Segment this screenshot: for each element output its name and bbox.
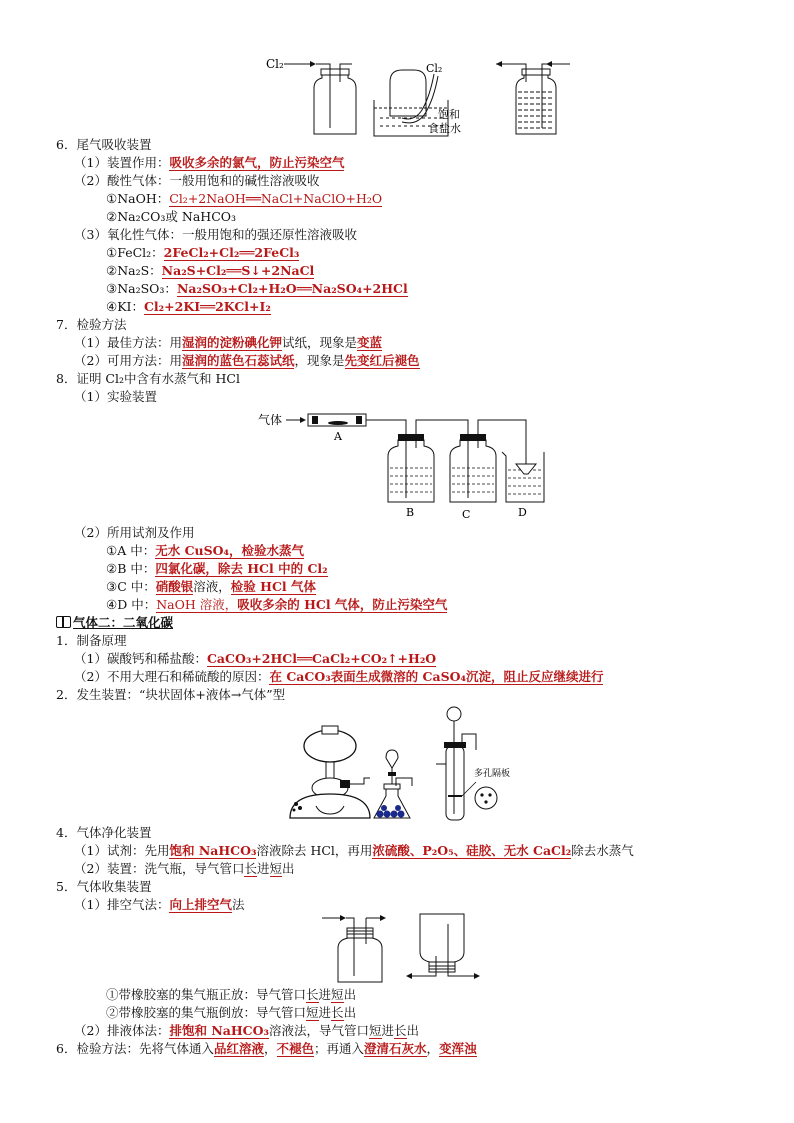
answer: Cl₂+2KI══2KCl+I₂ [143,299,271,314]
answer: 短 [331,987,344,1002]
answer: 长 [331,1005,344,1020]
label-c: C [462,508,471,521]
s6-line-3c: ③Na₂SO₃：Na₂SO₃+Cl₂+H₂O══Na₂SO₄+2HCl [106,281,408,296]
left-stopper [321,69,349,75]
label-d: D [518,506,527,519]
answer: 品红溶液 [213,1041,264,1056]
answer: 湿润的蓝色石蕊试纸 [181,353,295,368]
answer: 四氯化碳，除去 HCl 中的 Cl₂ [155,561,328,576]
answer: 短 [269,861,283,876]
s6-line-2b: ②Na₂CO₃或 NaHCO₃ [106,209,237,224]
s8-title: 8．证明 Cl₂中含有水蒸气和 HCl [56,371,240,386]
answer: Cl₂+2NaOH══NaCl+NaClO+H₂O [169,191,383,206]
answer: 先变红后褪色 [344,353,420,368]
answer: 向上排空气 [169,897,232,912]
g2-s5-line-2: （2）排液体法：排饱和 NaHCO₃溶液法，导气管口短进长出 [74,1023,420,1038]
upright-bottle [338,934,382,982]
g2-s1-line-2: （2）不用大理石和稀硫酸的原因：在 CaCO₃表面生成微溶的 CaSO₄沉淀，阻止反应继续进行 [74,669,604,684]
answer: NaOH 溶液， [156,597,238,612]
answer: Na₂SO₃+Cl₂+H₂O══Na₂SO₄+2HCl [176,281,408,296]
g2-s4-line-2: （2）装置：洗气瓶，导气管口长进短出 [74,861,295,876]
left-bottle [314,74,356,134]
s8-line-d: ④D 中：NaOH 溶液，吸收多余的 HCl 气体，防止污染空气 [106,597,448,612]
s8-line-b: ②B 中：四氯化碳，除去 HCl 中的 Cl₂ [106,561,328,576]
answer: 吸收多余的氯气，防止污染空气 [169,155,345,170]
answer: 排饱和 NaHCO₃ [169,1023,269,1038]
s8-line-c: ③C 中：硝酸银溶液，检验 HCl 气体 [106,579,316,594]
g2-s1-line-1: （1）碳酸钙和稀盐酸：CaCO₃+2HCl══CaCl₂+CO₂↑+H₂O [74,651,437,666]
answer: 短 [306,1005,319,1020]
s6-line-3d: ④KI：Cl₂+2KI══2KCl+I₂ [106,299,271,314]
s6-line-3a: ①FeCl₂：2FeCl₂+Cl₂══2FeCl₃ [106,245,300,260]
label-b: B [406,506,415,519]
gas-label: 气体 [258,413,283,427]
beaker-d [502,452,544,502]
s7-title: 7．检验方法 [56,317,127,332]
brine-label: 饱和 [438,108,460,121]
test-tube [446,746,464,820]
answer: 浓硫酸、P₂O₅、硅胶、无水 CaCl₂ [372,843,572,858]
funnel [516,464,536,474]
collection-figure [318,910,488,984]
g2-s5-title: 5．气体收集装置 [56,879,152,894]
cl2-label-mid: Cl₂ [426,62,443,75]
answer: 长 [306,987,319,1002]
long-funnel-bulb [447,707,461,721]
inverted-bottle [390,70,426,116]
perforated-plate-label: 多孔隔板 [474,769,510,779]
kipp-top-bulb [304,730,356,762]
inverted-bottle-2 [420,914,464,966]
top-apparatus-figure [262,52,582,140]
answer: 澄清石灰水 [364,1041,427,1056]
answer: 长 [394,1023,407,1038]
g2-s5-line-1: （1）排空气法：向上排空气法 [74,897,245,912]
s6-line-2: （2）酸性气体：一般用饱和的碱性溶液吸收 [74,173,320,188]
s8-line-a: ①A 中：无水 CuSO₄，检验水蒸气 [106,543,304,558]
g2-s5-line-b: ②带橡胶塞的集气瓶倒放：导气管口短进长出 [106,1005,357,1020]
answer: 2FeCl₂+Cl₂══2FeCl₃ [163,245,300,260]
book-icon [56,616,71,628]
s8-line-2: （2）所用试剂及作用 [74,525,195,540]
sep-funnel [386,750,398,768]
answer: 检验 HCl 气体 [230,579,316,594]
g2-s4-line-1: （1）试剂：先用饱和 NaHCO₃溶液除去 HCl，再用浓硫酸、P₂O₅、硅胶、无水 CaCl₂除去水蒸气 [74,843,634,858]
hcl-apparatus-figure [256,408,556,522]
plate-diagram [475,787,497,809]
g2-s6-line: 6．检验方法：先将气体通入品红溶液，不褪色；再通入澄清石灰水，变浑浊 [56,1041,477,1056]
answer: 变蓝 [357,335,383,350]
mid-tube [402,74,434,119]
g2-s1-title: 1．制备原理 [56,633,127,648]
answer: 湿润的淀粉碘化钾 [181,335,282,350]
answer: CaCO₃+2HCl══CaCl₂+CO₂↑+H₂O [206,651,437,666]
g2-s2-title: 2．发生装置：“块状固体+液体→气体”型 [56,687,286,702]
s6-line-3b: ②Na₂S：Na₂S+Cl₂══S↓+2NaCl [106,263,315,278]
answer: 变浑浊 [439,1041,477,1056]
answer: Na₂S+Cl₂══S↓+2NaCl [161,263,315,278]
s7-line-1: （1）最佳方法：用湿润的淀粉碘化钾试纸，现象是变蓝 [74,335,383,350]
bottle-c [450,440,496,502]
s6-line-3: （3）氧化性气体：一般用饱和的强还原性溶液吸收 [74,227,357,242]
s7-line-2: （2）可用方法：用湿润的蓝色石蕊试纸，现象是先变红后褪色 [74,353,420,368]
answer: 长 [244,861,257,876]
gas2-header: 气体二：二氧化碳 [56,614,173,632]
s8-line-1: （1）实验装置 [74,389,157,404]
arrow-head [310,61,316,67]
bottle-b [388,440,434,502]
cl2-label-left: Cl₂ [266,57,284,71]
answer: 饱和 NaHCO₃ [169,843,257,858]
label-a: A [334,430,342,443]
g2-s4-title: 4．气体净化装置 [56,825,152,840]
co2-generator-figure [286,706,510,826]
answer: 吸收多余的 HCl 气体，防止污染空气 [237,597,448,612]
answer: 在 CaCO₃表面生成微溶的 CaSO₄沉淀，阻止反应继续进行 [269,669,604,684]
answer: 硝酸银 [155,579,194,594]
g2-s5-line-a: ①带橡胶塞的集气瓶正放：导气管口长进短出 [106,987,357,1002]
answer: 无水 CuSO₄，检验水蒸气 [155,543,304,558]
s6-title: 6．尾气吸收装置 [56,137,152,152]
answer: 短 [368,1023,382,1038]
answer: 不褪色 [276,1041,315,1056]
s6-line-2a: ①NaOH：Cl₂+2NaOH══NaCl+NaClO+H₂O [106,191,383,206]
brine-label-2: 食盐水 [428,122,461,135]
s6-line-1: （1）装置作用：吸收多余的氯气，防止污染空气 [74,155,345,170]
